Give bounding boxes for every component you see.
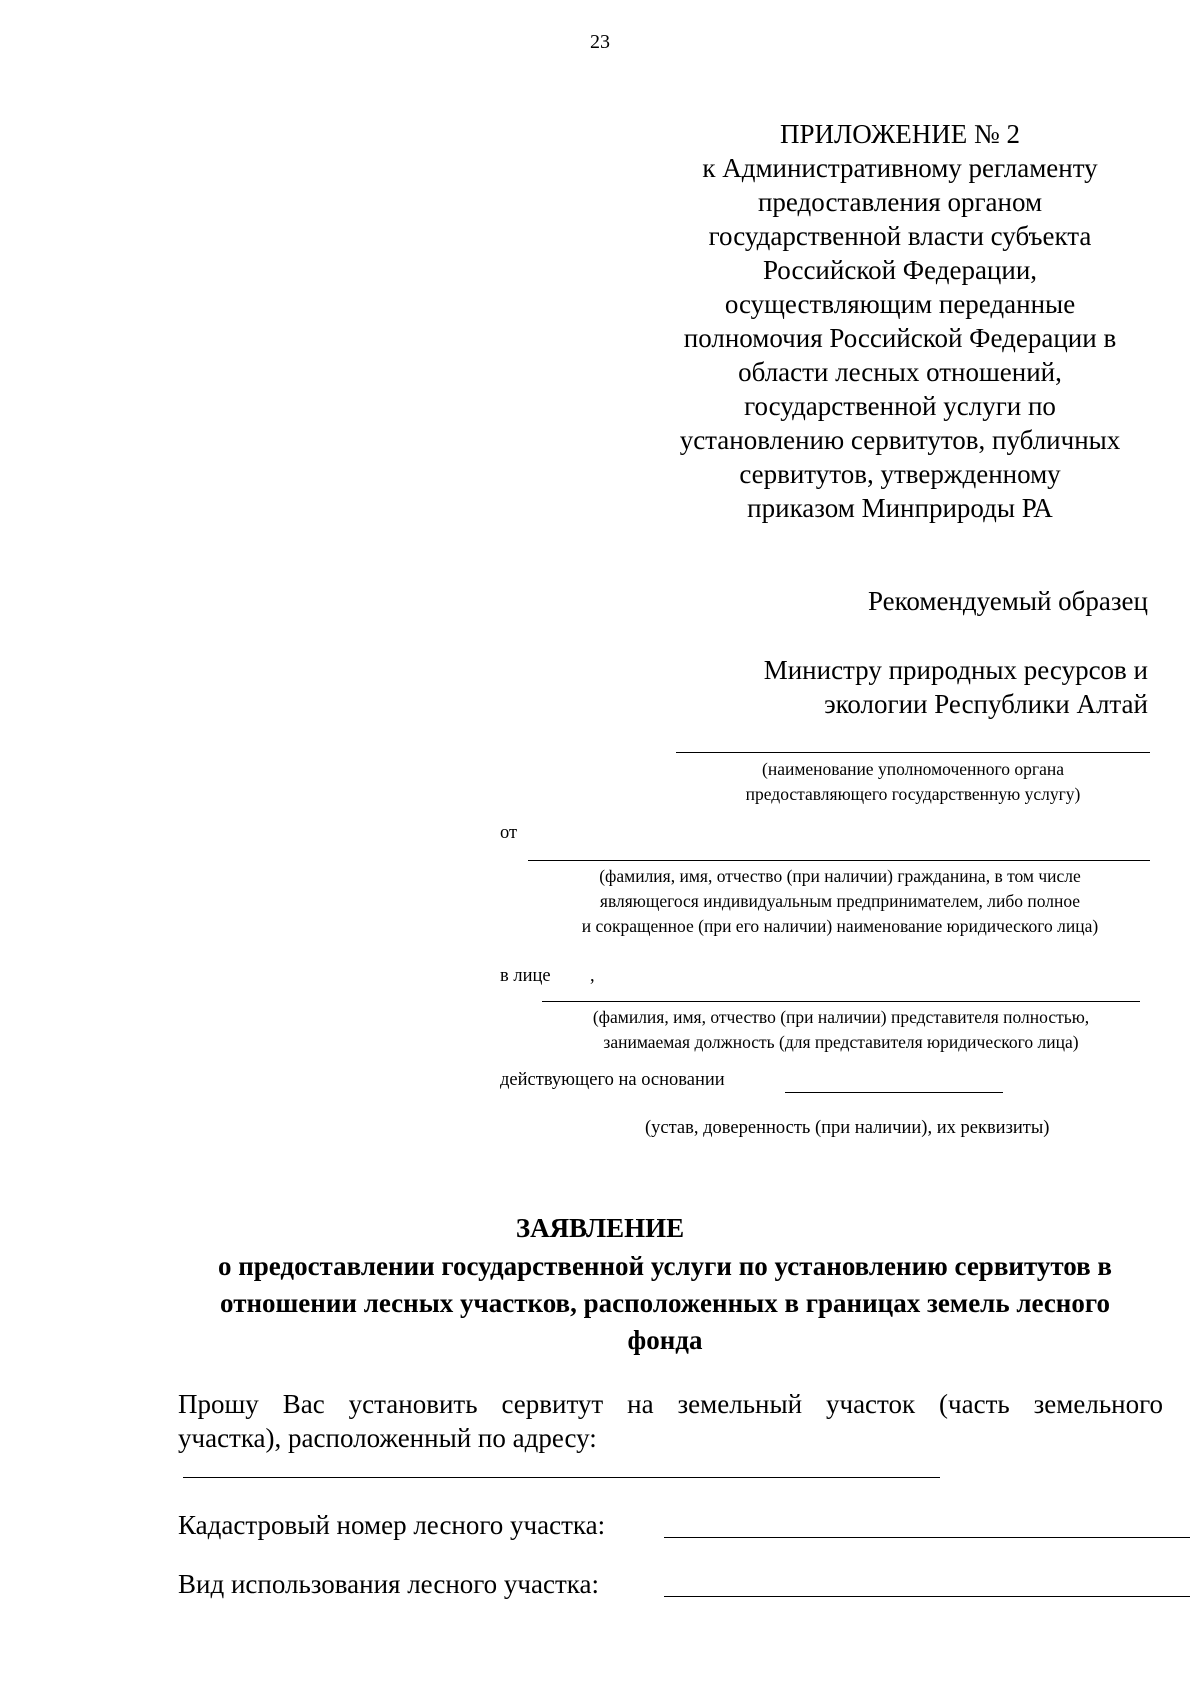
- appendix-line: к Административному регламенту: [702, 153, 1098, 183]
- hint-line: (наименование уполномоченного органа: [762, 759, 1064, 779]
- appendix-line: области лесных отношений,: [738, 357, 1062, 387]
- cadastral-number-label: Кадастровый номер лесного участка:: [178, 1510, 606, 1540]
- page-number: 23: [590, 31, 610, 53]
- hint-line: являющегося индивидуальным предпринимателем, либо полное: [599, 891, 1081, 911]
- appendix-line: сервитутов, утвержденному: [739, 459, 1061, 489]
- statement-title: ЗАЯВЛЕНИЕ: [515, 1213, 685, 1243]
- in-person-comma: ,: [590, 966, 595, 986]
- appendix-line: предоставления органом: [757, 187, 1043, 217]
- appendix-line: государственной власти субъекта: [708, 221, 1092, 251]
- addressee-line: экологии Республики Алтай: [824, 689, 1148, 719]
- appendix-line: приказом Минприроды РА: [747, 493, 1053, 523]
- usage-type-underline[interactable]: [664, 1596, 1190, 1597]
- appendix-line: государственной услуги по: [744, 391, 1056, 421]
- authority-hint: [676, 757, 1150, 807]
- statement-subtitle: [170, 1248, 1160, 1359]
- recommended-sample-label: Рекомендуемый образец: [867, 586, 1148, 616]
- request-line: участка), расположенный по адресу:: [178, 1423, 597, 1453]
- applicant-underline[interactable]: [528, 860, 1150, 861]
- hint-line: (фамилия, имя, отчество (при наличии) представителя полностью,: [592, 1007, 1090, 1027]
- in-person-label: в лице: [500, 966, 551, 986]
- appendix-line: ПРИЛОЖЕНИЕ № 2: [779, 119, 1021, 149]
- applicant-hint: [520, 864, 1160, 939]
- hint-line: (фамилия, имя, отчество (при наличии) гражданина, в том числе: [599, 866, 1081, 886]
- basis-underline[interactable]: [785, 1092, 1003, 1093]
- appendix-line: полномочия Российской Федерации в: [683, 323, 1117, 353]
- subtitle-line: фонда: [627, 1325, 703, 1355]
- address-underline[interactable]: [183, 1477, 940, 1478]
- representative-underline[interactable]: [542, 1001, 1140, 1002]
- hint-line: предоставляющего государственную услугу): [745, 784, 1081, 804]
- addressee: [764, 653, 1148, 721]
- basis-label: действующего на основании: [500, 1070, 725, 1090]
- appendix-line: установлению сервитутов, публичных: [679, 425, 1121, 455]
- hint-line: занимаемая должность (для представителя юридического лица): [603, 1032, 1079, 1052]
- hint-line: и сокращенное (при его наличии) наименование юридического лица): [581, 916, 1099, 936]
- request-line: Прошу Вас установить сервитут на земельный участок (часть земельного: [178, 1389, 1163, 1419]
- representative-hint: [542, 1005, 1140, 1055]
- authority-underline: [676, 752, 1150, 753]
- subtitle-line: отношении лесных участков, расположенных в границах земель лесного: [220, 1288, 1110, 1318]
- request-paragraph: [178, 1387, 1163, 1455]
- appendix-line: Российской Федерации,: [762, 255, 1038, 285]
- subtitle-line: о предоставлении государственной услуги по установлению сервитутов в: [217, 1251, 1113, 1281]
- appendix-line: осуществляющим переданные: [724, 289, 1076, 319]
- appendix-header: [630, 117, 1170, 525]
- basis-hint: (устав, доверенность (при наличии), их реквизиты): [645, 1118, 1050, 1138]
- usage-type-label: Вид использования лесного участка:: [178, 1569, 599, 1599]
- cadastral-number-underline[interactable]: [664, 1537, 1190, 1538]
- addressee-line: Министру природных ресурсов и: [763, 655, 1148, 685]
- from-label: от: [500, 823, 518, 843]
